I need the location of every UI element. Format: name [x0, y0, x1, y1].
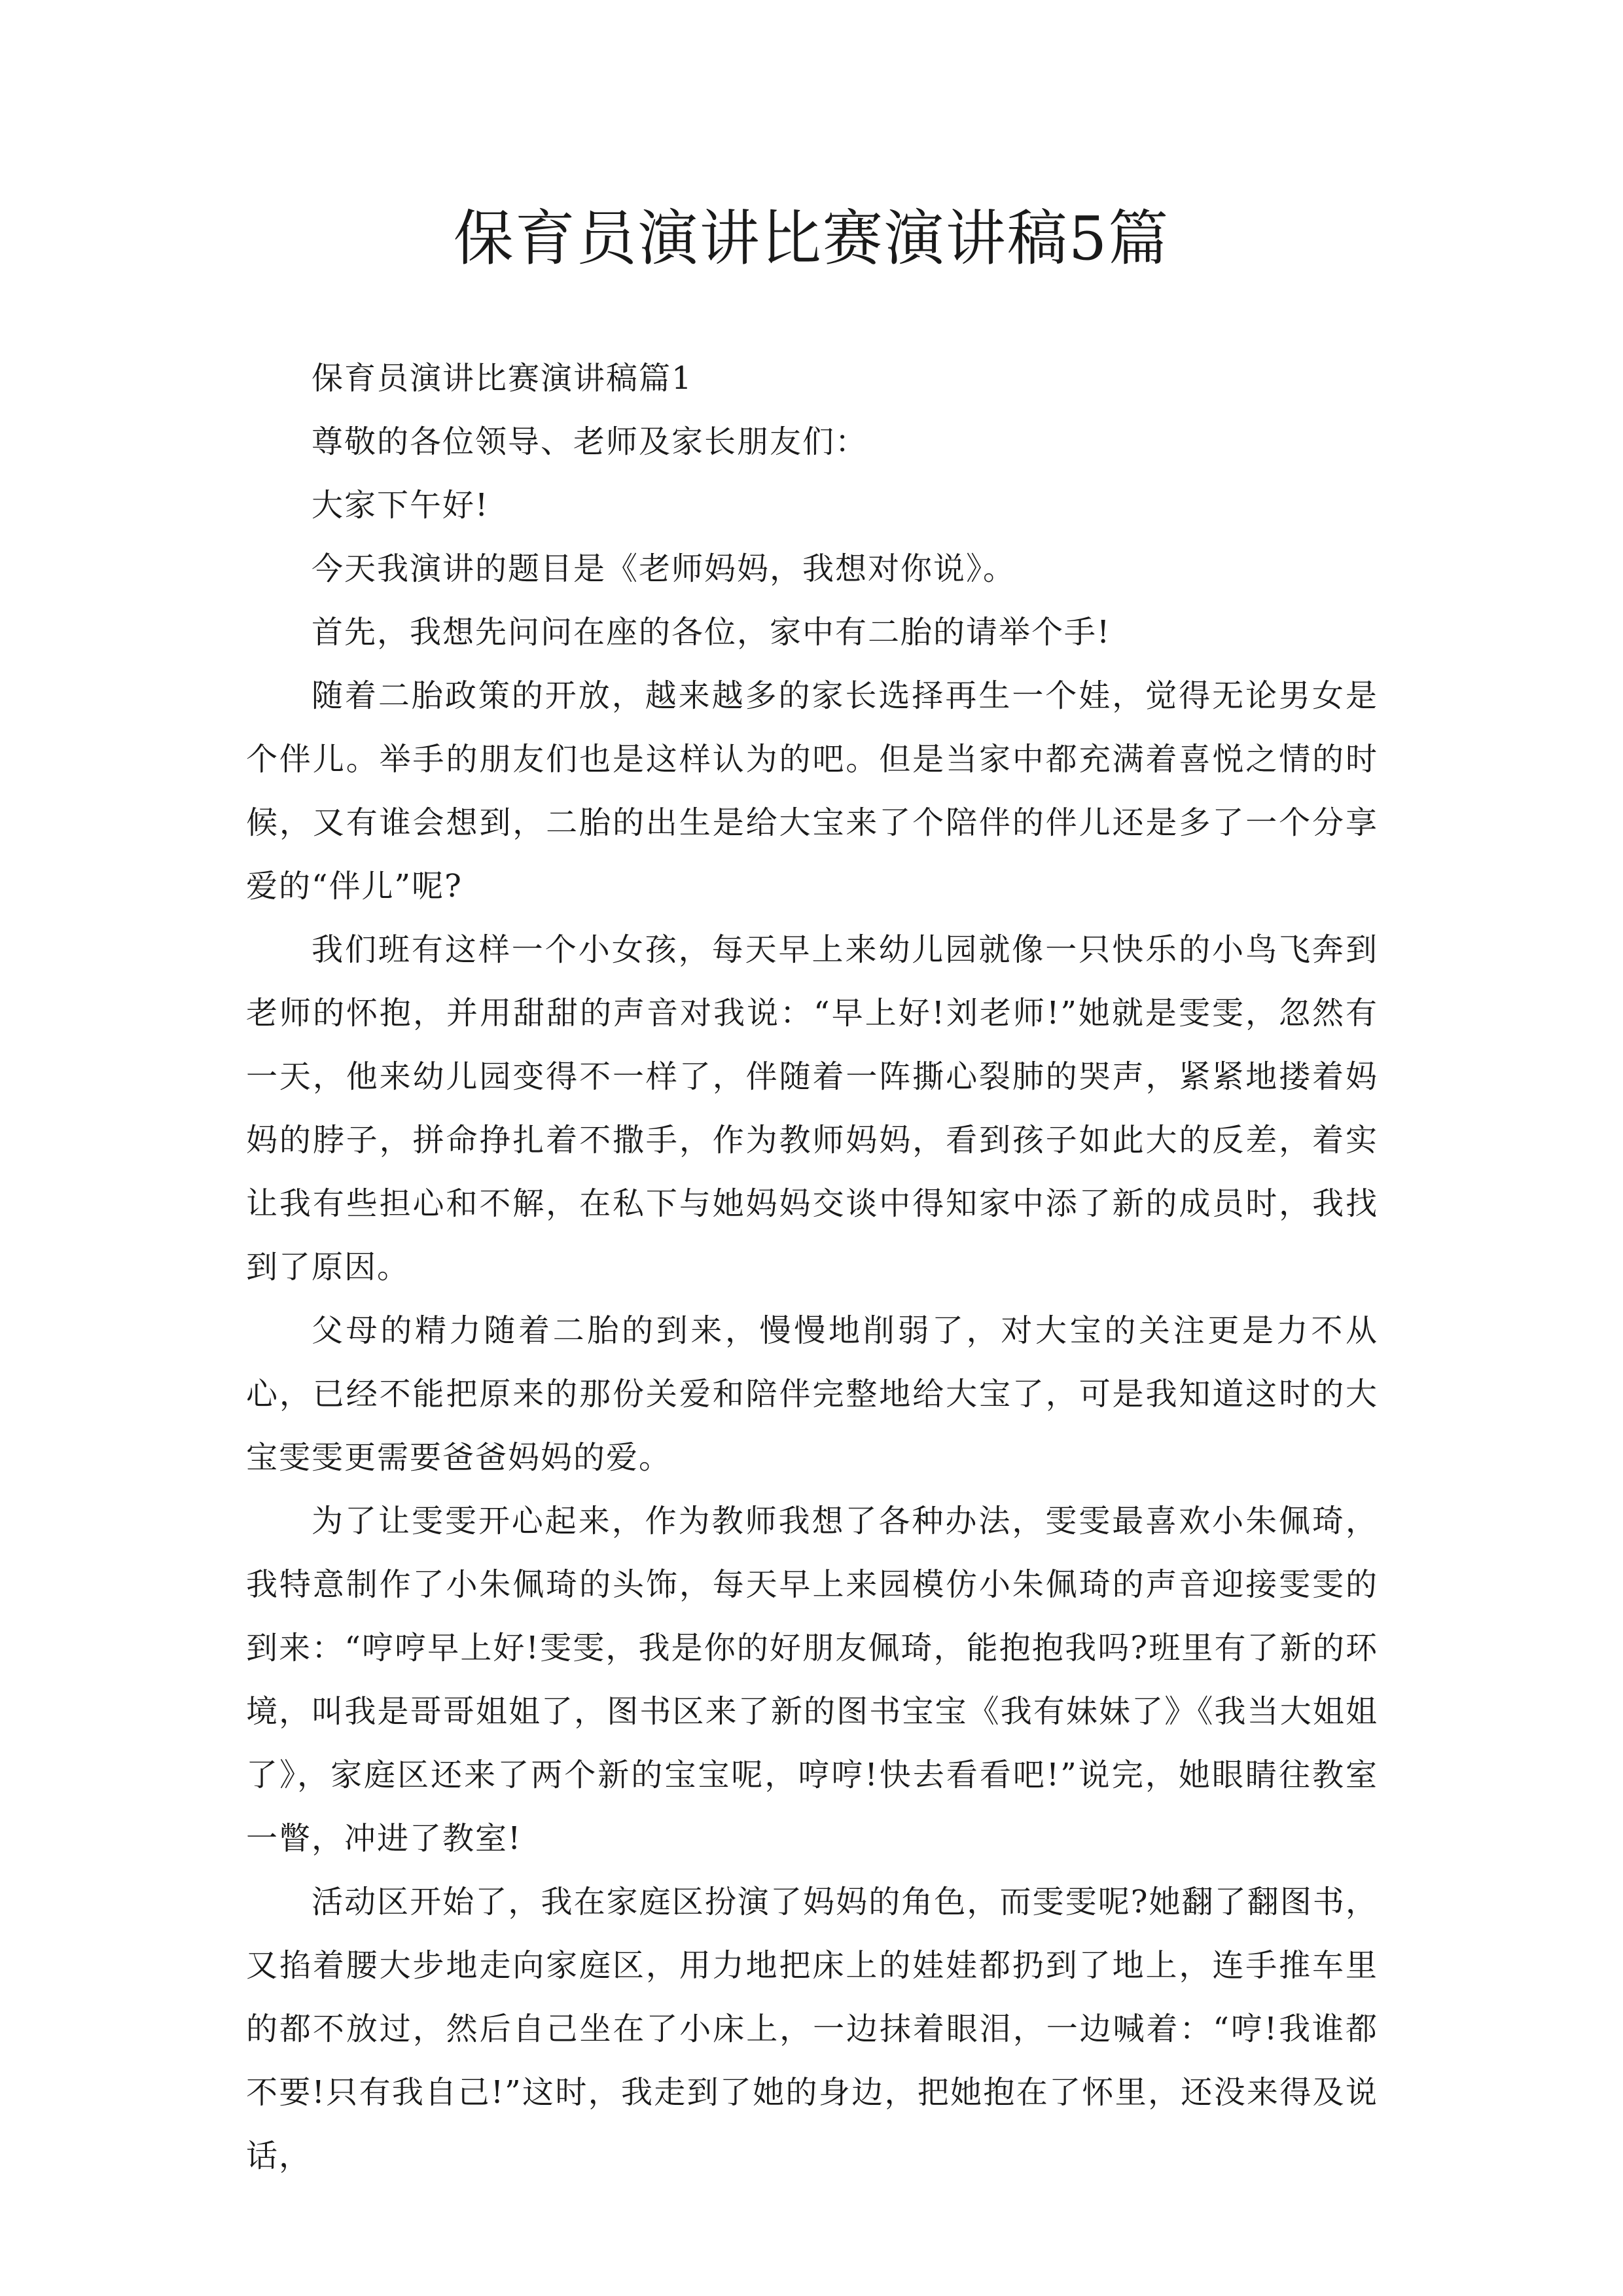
paragraph: 随着二胎政策的开放，越来越多的家长选择再生一个娃，觉得无论男女是个伴儿。举手的朋友们也是这样认为的吧。但是当家中都充满着喜悦之情的时候，又有谁会想到，二胎的出生是给大宝来了个陪伴的伴儿还是多了一个分享爱的“伴儿”呢? [246, 677, 1378, 905]
salutation: 尊敬的各位领导、老师及家长朋友们： [312, 423, 868, 460]
document-body [246, 347, 1378, 2188]
paragraph: 我们班有这样一个小女孩，每天早上来幼儿园就像一只快乐的小鸟飞奔到老师的怀抱，并用甜甜的声音对我说：“早上好!刘老师!”她就是雯雯，忽然有一天，他来幼儿园变得不一样了，伴随着一阵撕心裂肺的哭声，紧紧地搂着妈妈的脖子，拼命挣扎着不撒手，作为教师妈妈，看到孩子如此大的反差，着实让我有些担心和不解，在私下与她妈妈交谈中得知家中添了新的成员时，我找到了原因。 [246, 931, 1378, 1285]
paragraph: 今天我演讲的题目是《老师妈妈，我想对你说》。 [312, 550, 1016, 587]
paragraph: 为了让雯雯开心起来，作为教师我想了各种办法，雯雯最喜欢小朱佩琦，我特意制作了小朱佩琦的头饰，每天早上来园模仿小朱佩琦的声音迎接雯雯的到来：“哼哼早上好!雯雯，我是你的好朋友佩琦，能抱抱我吗?班里有了新的环境，叫我是哥哥姐姐了，图书区来了新的图书宝宝《我有妹妹了》《我当大姐姐了》，家庭区还来了两个新的宝宝呢，哼哼!快去看看吧!”说完，她眼睛往教室一瞥，冲进了教室! [246, 1503, 1378, 1857]
document-title: 保育员演讲比赛演讲稿5篇 [453, 204, 1170, 274]
greeting: 大家下午好! [312, 487, 490, 524]
section-heading: 保育员演讲比赛演讲稿篇1 [312, 360, 693, 397]
paragraph: 首先，我想先问问在座的各位，家中有二胎的请举个手! [312, 614, 1111, 651]
paragraph: 活动区开始了，我在家庭区扮演了妈妈的角色，而雯雯呢?她翻了翻图书，又掐着腰大步地走向家庭区，用力地把床上的娃娃都扔到了地上，连手推车里的都不放过，然后自己坐在了小床上，一边抹着眼泪，一边喊着：“哼!我谁都不要!只有我自己!”这时，我走到了她的身边，把她抱在了怀里，还没来得及说话， [246, 1884, 1378, 2174]
paragraph: 父母的精力随着二胎的到来，慢慢地削弱了，对大宝的关注更是力不从心，已经不能把原来的那份关爱和陪伴完整地给大宝了，可是我知道这时的大宝雯雯更需要爸爸妈妈的爱。 [246, 1312, 1378, 1476]
